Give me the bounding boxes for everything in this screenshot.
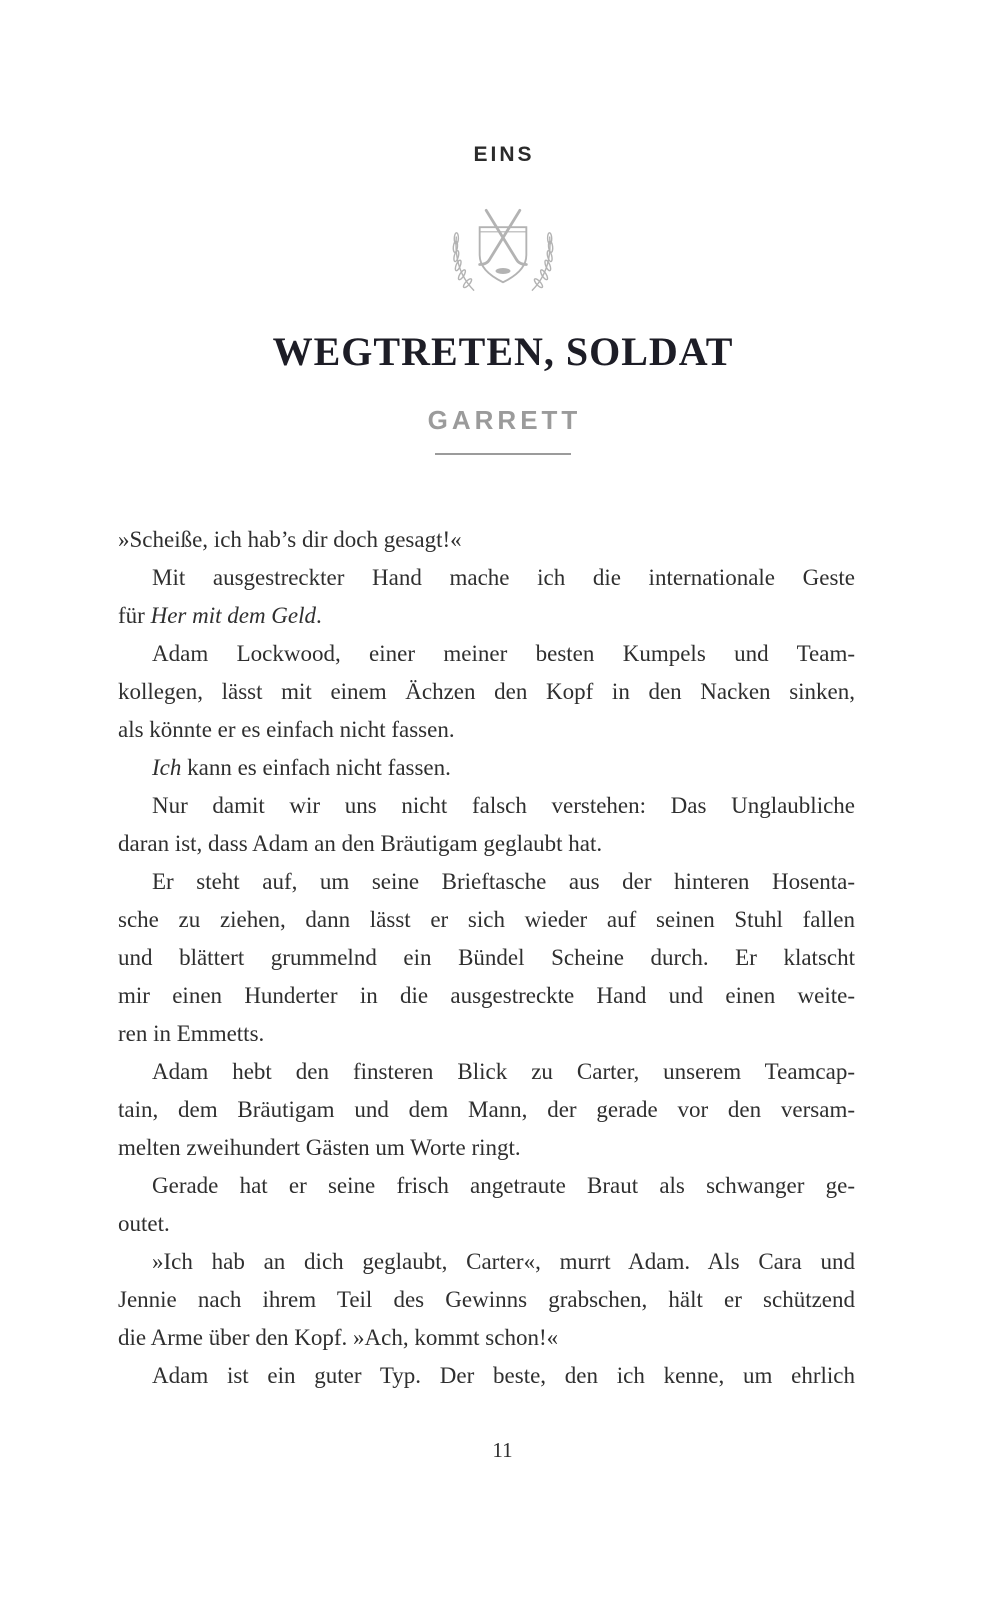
- paragraph: [118, 635, 855, 749]
- paragraph: [118, 1167, 855, 1243]
- text-line: outet.: [118, 1211, 170, 1236]
- paragraph: [118, 521, 855, 559]
- text-line: »Scheiße, ich hab’s dir doch gesagt!«: [118, 527, 462, 552]
- text-line: melten zweihundert Gästen um Worte ringt.: [118, 1135, 521, 1160]
- text-line: Jennie nach ihrem Teil des Gewinns grabschen, hält er schützend: [118, 1287, 855, 1312]
- page-number: 11: [492, 1438, 513, 1462]
- paragraph: [118, 863, 855, 1053]
- text-line: sche zu ziehen, dann lässt er sich wieder auf seinen Stuhl fallen: [118, 907, 855, 932]
- text-line: die Arme über den Kopf. »Ach, kommt schon!«: [118, 1325, 559, 1350]
- text-line: »Ich hab an dich geglaubt, Carter«, murrt Adam. Als Cara und: [152, 1249, 855, 1274]
- text-line: und blättert grummelnd ein Bündel Scheine durch. Er klatscht: [118, 945, 855, 970]
- text-line: tain, dem Bräutigam und dem Mann, der gerade vor den versam-: [118, 1097, 855, 1122]
- text-line: ren in Emmetts.: [118, 1021, 265, 1046]
- text-line: Adam ist ein guter Typ. Der beste, den ich kenne, um ehrlich: [152, 1363, 855, 1388]
- paragraph: [118, 749, 855, 787]
- text-line: für Her mit dem Geld.: [118, 603, 322, 628]
- text-line: Gerade hat er seine frisch angetraute Braut als schwanger ge-: [152, 1173, 855, 1198]
- text-line: als könnte er es einfach nicht fassen.: [118, 717, 455, 742]
- text-line: Ich kann es einfach nicht fassen.: [152, 755, 451, 780]
- text-line: Er steht auf, um seine Brieftasche aus der hinteren Hosenta-: [152, 869, 855, 894]
- text-line: Nur damit wir uns nicht falsch verstehen: Das Unglaubliche: [152, 793, 855, 818]
- text-line: Adam hebt den finsteren Blick zu Carter, unserem Teamcap-: [152, 1059, 855, 1084]
- pov-name: GARRETT: [427, 405, 582, 435]
- chapter-emblem: [0, 199, 1005, 302]
- paragraph: [118, 559, 855, 635]
- paragraph: [118, 1357, 855, 1395]
- chapter-title: WEGTRETEN, SOLDAT: [272, 329, 734, 374]
- paragraph: [118, 787, 855, 863]
- text-line: daran ist, dass Adam an den Bräutigam geglaubt hat.: [118, 831, 603, 856]
- text-line: Mit ausgestreckter Hand mache ich die internationale Geste: [152, 565, 855, 590]
- crossed-hockey-sticks-laurel-icon: [433, 199, 573, 302]
- paragraph: [118, 1243, 855, 1357]
- section-divider: [435, 453, 571, 455]
- text-line: mir einen Hunderter in die ausgestreckte Hand und einen weite-: [118, 983, 855, 1008]
- body-text: [118, 521, 855, 1395]
- text-line: Adam Lockwood, einer meiner besten Kumpels und Team-: [152, 641, 855, 666]
- text-line: kollegen, lässt mit einem Ächzen den Kopf in den Nacken sinken,: [118, 679, 855, 704]
- chapter-number: EINS: [473, 143, 535, 166]
- paragraph: [118, 1053, 855, 1167]
